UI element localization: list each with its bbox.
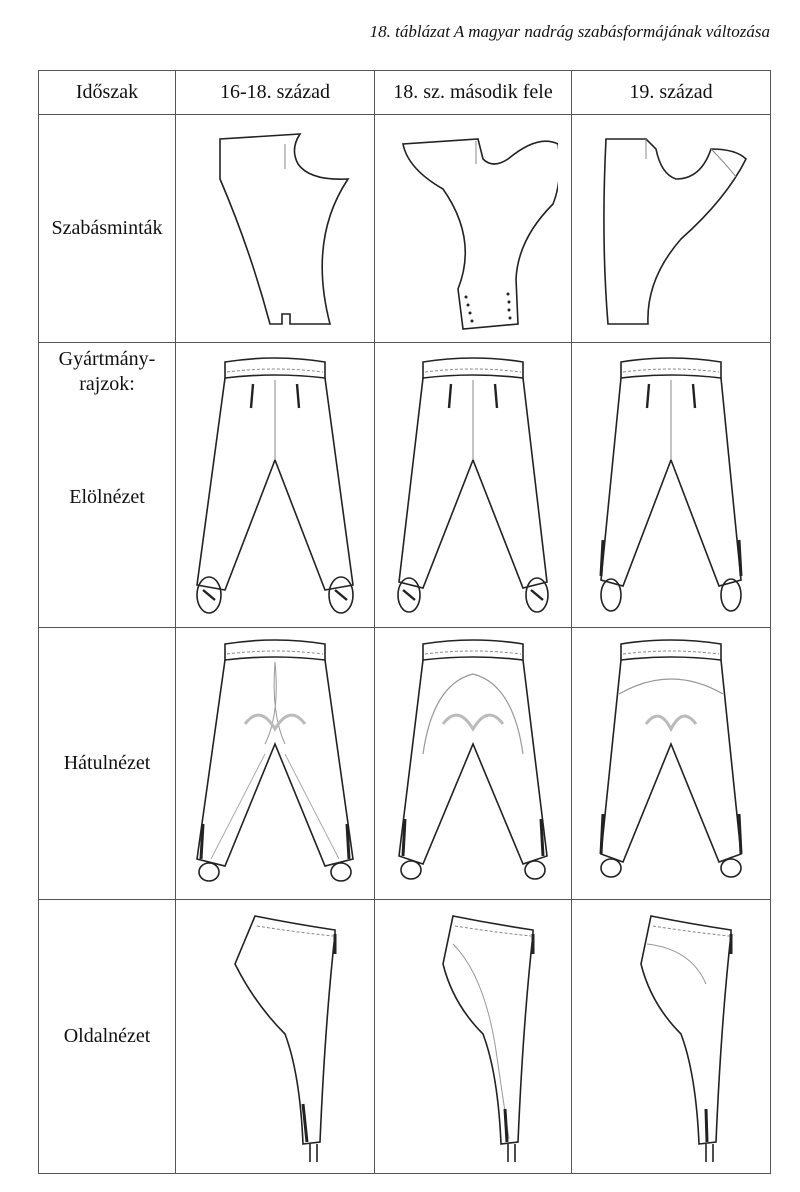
drawings-label-line1: Gyártmány-	[58, 348, 156, 370]
table-row	[39, 628, 771, 900]
header-row	[39, 71, 771, 115]
header-period: Időszak	[39, 71, 176, 115]
front-view-18-second-half-drawing	[375, 343, 572, 628]
back-view-label: Hátulnézet	[39, 628, 176, 900]
back-view-16-18-drawing	[176, 628, 375, 900]
pattern-16-18-drawing	[176, 115, 375, 343]
front-view-19-century-drawing	[572, 343, 771, 628]
back-view-19-century-drawing	[572, 628, 771, 900]
header-18-second-half: 18. sz. második fele	[375, 71, 572, 115]
back-view-18-second-half-drawing	[375, 628, 572, 900]
table-caption: 18. táblázat A magyar nadrág szabásformájának változása	[369, 22, 770, 41]
trouser-evolution-table	[38, 70, 771, 1174]
row-label-patterns: Szabásminták	[39, 115, 176, 343]
pattern-18-second-half-drawing	[375, 115, 572, 343]
header-19-century: 19. század	[572, 71, 771, 115]
row-label-front	[39, 343, 176, 628]
table-row	[39, 900, 771, 1174]
side-view-19-century-drawing	[572, 900, 771, 1174]
table-row	[39, 343, 771, 628]
side-view-16-18-drawing	[176, 900, 375, 1174]
front-view-16-18-drawing	[176, 343, 375, 628]
front-view-label: Elölnézet	[69, 486, 145, 508]
drawings-label-line2: rajzok:	[79, 373, 135, 395]
header-16-18-century: 16-18. század	[176, 71, 375, 115]
side-view-18-second-half-drawing	[375, 900, 572, 1174]
pattern-19-century-drawing	[572, 115, 771, 343]
side-view-label: Oldalnézet	[39, 900, 176, 1174]
table-row	[39, 115, 771, 343]
